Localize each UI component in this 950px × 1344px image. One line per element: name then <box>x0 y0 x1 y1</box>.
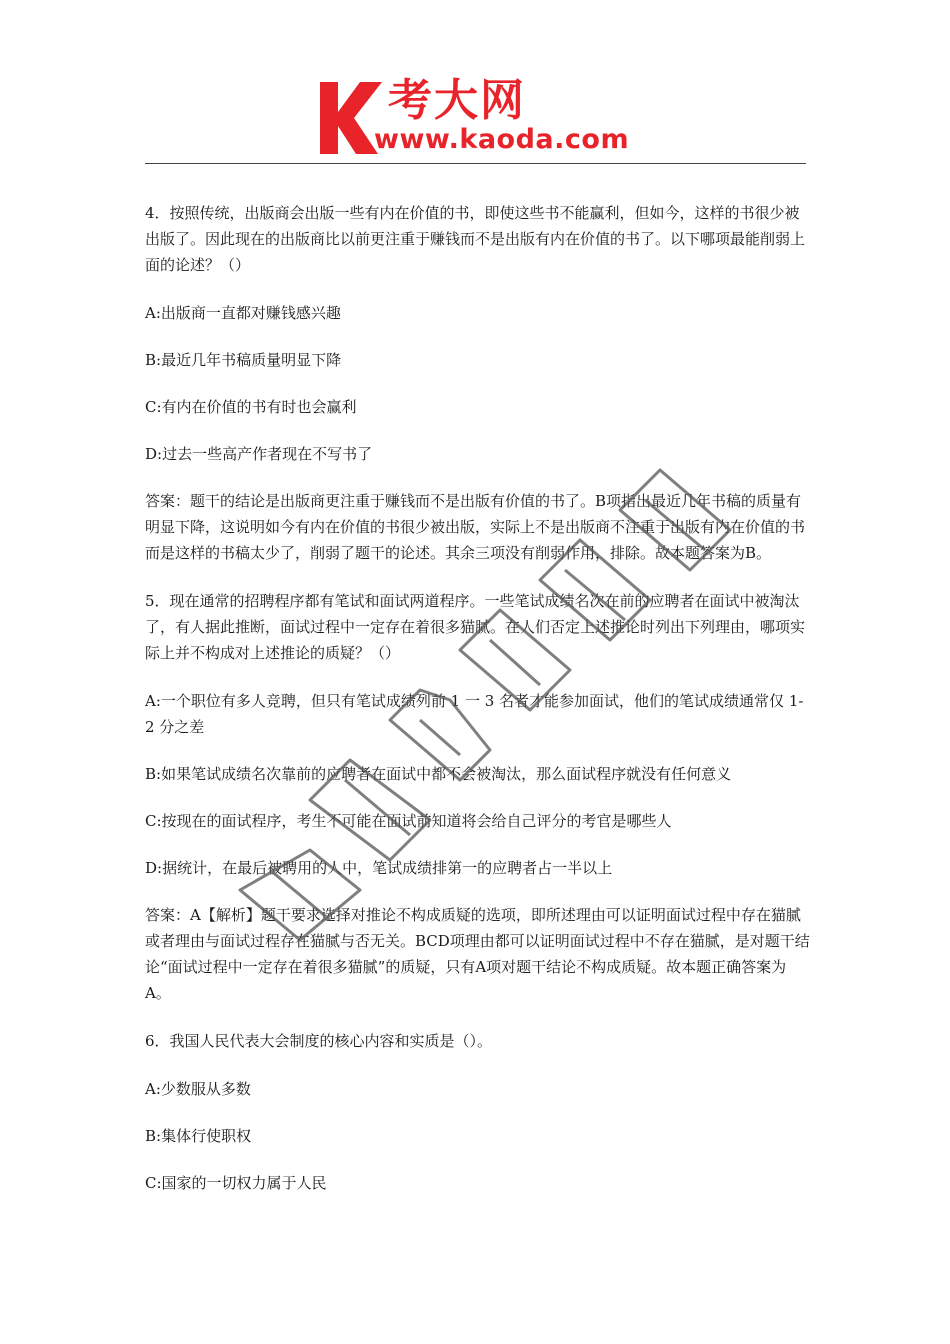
option-c: C:有内在价值的书有时也会赢利 <box>145 398 357 416</box>
logo-url-text: www.kaoda.com <box>374 124 630 155</box>
answer-explanation: 答案：A【解析】题干要求选择对推论不构成质疑的选项，即所述理由可以证明面试过程中存在猫腻或者理由与面试过程存在猫腻与否无关。BCD项理由都可以证明面试过程中不存在猫腻，是对题干结论“面试过程中一定存在着很多猫腻”的质疑，只有A项对题干结论不构成质疑。故本题正确答案为A。 <box>145 906 810 1002</box>
logo-chinese-text: 考大网 <box>388 75 526 126</box>
option-a: A:一个职位有多人竞聘，但只有笔试成绩列前 1 一 3 名者才能参加面试，他们的笔试成绩通常仅 1-2 分之差 <box>145 692 804 736</box>
option-d: D:据统计，在最后被聘用的人中，笔试成绩排第一的应聘者占一半以上 <box>145 859 613 877</box>
answer-explanation: 答案：题干的结论是出版商更注重于赚钱而不是出版有价值的书了。B项指出最近几年书稿的质量有明显下降，这说明如今有内在价值的书很少被出版，实际上不是出版商不注重于出版有内在价值的书而是这样的书稿太少了，削弱了题干的论述。其余三项没有削弱作用，排除。故本题答案为B。 <box>145 492 806 562</box>
site-logo[interactable] <box>300 75 660 158</box>
option-c: C:按现在的面试程序，考生不可能在面试前知道将会给自己评分的考官是哪些人 <box>145 812 672 830</box>
option-a: A:少数服从多数 <box>145 1080 251 1098</box>
option-b: B:如果笔试成绩名次靠前的应聘者在面试中都不会被淘汰，那么面试程序就没有任何意义 <box>145 765 732 783</box>
header-divider <box>145 163 806 164</box>
question-list <box>145 200 810 1217</box>
question-item <box>145 588 810 1006</box>
option-b: B:最近几年书稿质量明显下降 <box>145 351 342 369</box>
question-item <box>145 1028 810 1196</box>
question-stem: 4．按照传统，出版商会出版一些有内在价值的书，即使这些书不能赢利，但如今，这样的书很少被出版了。因此现在的出版商比以前更注重于赚钱而不是出版有内在价值的书了。以下哪项最能削弱上面的论述？（） <box>145 204 806 274</box>
question-stem: 6．我国人民代表大会制度的核心内容和实质是（）。 <box>145 1032 493 1050</box>
option-c: C:国家的一切权力属于人民 <box>145 1174 327 1192</box>
question-stem: 5．现在通常的招聘程序都有笔试和面试两道程序。一些笔试成绩名次在前的应聘者在面试中被淘汰了，有人据此推断，面试过程中一定存在着很多猫腻。在人们否定上述推论时列出下列理由，哪项实际上并不构成对上述推论的质疑？（） <box>145 592 806 662</box>
option-a: A:出版商一直都对赚钱感兴趣 <box>145 304 341 322</box>
option-d: D:过去一些高产作者现在不写书了 <box>145 445 373 463</box>
question-item <box>145 200 810 566</box>
option-b: B:集体行使职权 <box>145 1127 252 1145</box>
